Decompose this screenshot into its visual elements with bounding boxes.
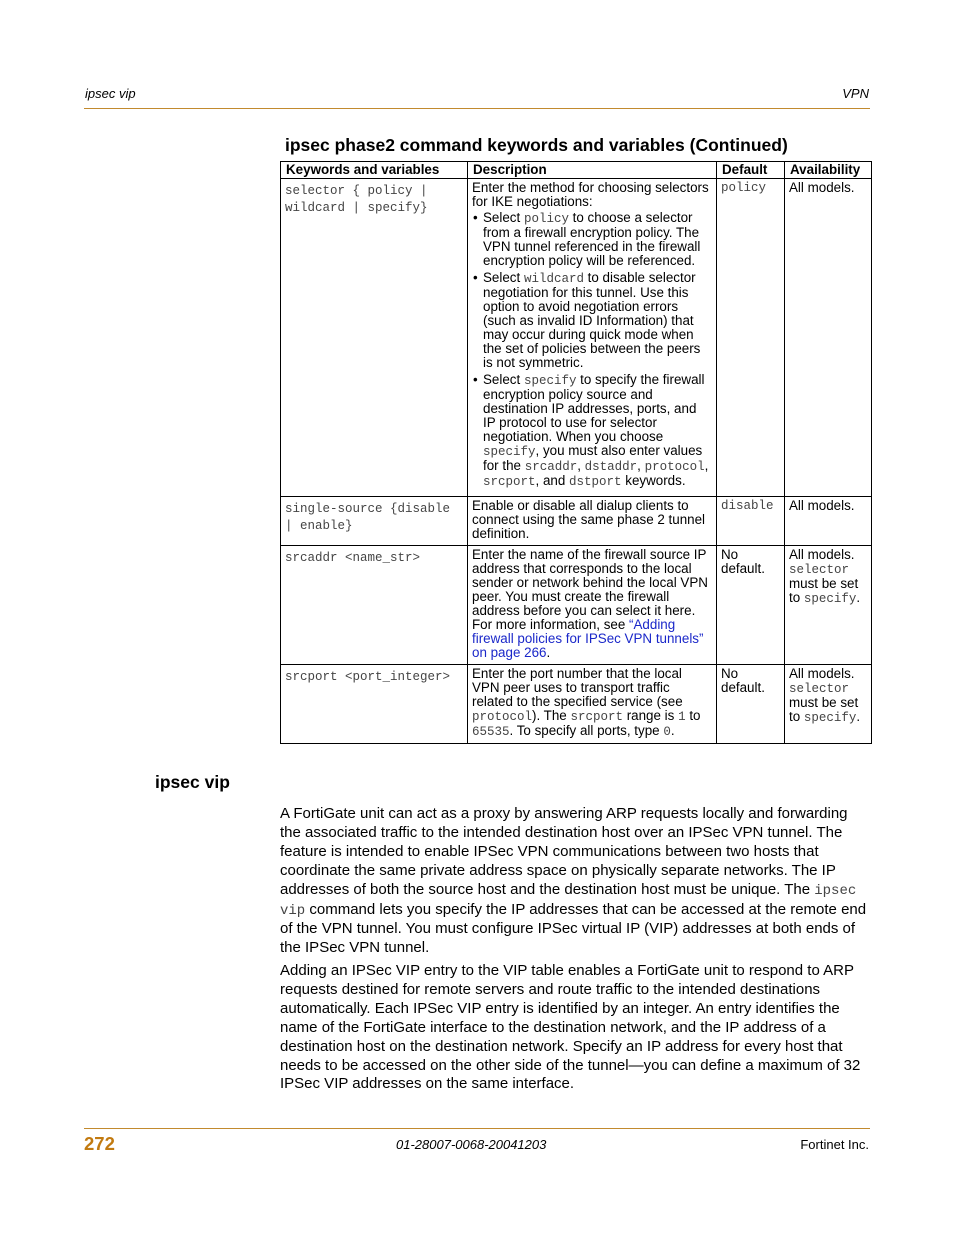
availability-cell	[785, 665, 872, 744]
description-cell	[468, 546, 717, 665]
text: keywords.	[621, 473, 686, 488]
inline-code: srcport	[483, 475, 536, 489]
availability-cell: All models.	[785, 179, 872, 497]
section-title: ipsec vip	[155, 772, 230, 792]
body-paragraph	[280, 962, 872, 1094]
text: command lets you specify the IP addresses that can be accessed at the remote end of the VPN tunnel. You must configure IPSec virtual IP (VIP) addresses at both ends of the IPSec VPN tunnel.	[280, 900, 867, 957]
inline-code: policy	[523, 212, 569, 226]
keyword-cell: selector { policy | wildcard | specify}	[281, 179, 468, 497]
document-number: 01-28007-0068-20041203	[396, 1137, 547, 1152]
inline-code: wildcard	[523, 272, 584, 286]
description-intro: Enter the method for choosing selectors for IKE negotiations:	[472, 180, 709, 209]
running-header-section: ipsec vip	[85, 86, 136, 101]
text: , you must also enter values for the	[483, 443, 703, 473]
list-item	[472, 373, 712, 489]
text: All models.	[789, 547, 855, 562]
keywords-table	[280, 161, 872, 744]
column-header: Keywords and variables	[281, 162, 468, 179]
body-paragraph	[280, 805, 872, 958]
table-row	[281, 546, 872, 665]
text: Select	[483, 270, 524, 285]
text: Enter the name of the firewall source IP address that corresponds to the local sender or network behind the local VPN peer. You must create the firewall address before you can select it here. For more information, see	[472, 547, 708, 632]
table-header-row	[281, 162, 872, 179]
inline-code: protocol	[644, 460, 705, 474]
list-item	[472, 271, 712, 370]
default-cell: No default.	[717, 665, 785, 744]
text: must be set to	[789, 695, 859, 724]
text: A FortiGate unit can act as a proxy by answering ARP requests locally and forwarding the associated traffic to the intended destination host over an IPSec VPN tunnel. The feature is intended to enable IPSec VPN communications between two hosts that coordinate the same private address space on physically separate networks. The IP addresses of both the source host and the destination host must be unique. The	[280, 805, 848, 898]
text: All models.	[789, 666, 855, 681]
inline-code: ipsec vip	[280, 882, 857, 919]
text: to	[685, 708, 701, 723]
table-title: ipsec phase2 command keywords and variables (Continued)	[285, 135, 788, 155]
list-item	[472, 211, 712, 268]
text: to choose a selector from a firewall encryption policy. The VPN tunnel referenced in the firewall encryption policy will be referenced.	[483, 210, 701, 268]
availability-cell	[785, 546, 872, 665]
keyword-cell: srcport <port_integer>	[281, 665, 468, 744]
inline-code: selector	[789, 682, 850, 696]
text: ,	[637, 458, 645, 473]
description-cell	[468, 179, 717, 497]
text: to disable selector negotiation for this tunnel. Use this option to avoid negotiation errors (such as invalid ID Information) that may occur during quick mode when the set of policies between the peers is not symmetric.	[483, 270, 701, 370]
inline-code: specify	[483, 445, 536, 459]
table-row	[281, 665, 872, 744]
text: ). The	[532, 708, 571, 723]
text: must be set to	[789, 576, 859, 605]
column-header: Description	[468, 162, 717, 179]
default-cell: No default.	[717, 546, 785, 665]
cross-reference-link[interactable]: “Adding firewall policies for IPSec VPN tunnels” on page 266	[472, 617, 704, 660]
column-header: Default	[717, 162, 785, 179]
inline-code: dstaddr	[584, 460, 638, 474]
inline-code: dstport	[569, 475, 622, 489]
inline-code: 0	[663, 725, 671, 739]
availability-cell: All models.	[785, 497, 872, 546]
inline-code: srcport	[570, 710, 623, 724]
running-header-chapter: VPN	[842, 86, 869, 101]
inline-code: selector	[789, 563, 850, 577]
keyword-cell: srcaddr <name_str>	[281, 546, 468, 665]
description-cell	[468, 665, 717, 744]
inline-code: specify	[523, 374, 577, 388]
inline-code: specify	[803, 711, 857, 725]
description-cell: Enable or disable all dialup clients to connect using the same phase 2 tunnel definition.	[468, 497, 717, 546]
text: to specify the firewall encryption policy source and destination IP addresses, ports, and IP protocol to use for selector negotiation. When you choose	[483, 372, 705, 444]
option-list	[472, 211, 712, 489]
table-row	[281, 497, 872, 546]
text: Adding an IPSec VIP entry to the VIP table enables a FortiGate unit to respond to ARP requests destined for remote servers and route traffic to the intended destinations automatically. Each IPSec VIP entry is identified by an integer. An entry identifies the name of the FortiGate interface to the destination network, and the IP address of a destination host on the destination network. Specify an IP address for every host that needs to be accessed on the other side of the tunnel—you can define a maximum of 32 IPSec VIP addresses on the same interface.	[280, 962, 861, 1093]
table-row	[281, 179, 872, 497]
footer-rule	[84, 1128, 870, 1129]
text: .	[670, 723, 675, 738]
default-cell: disable	[717, 497, 785, 546]
page-number: 272	[84, 1133, 115, 1154]
text: .	[546, 645, 551, 660]
inline-code: srcaddr	[524, 460, 578, 474]
text: Select	[483, 210, 524, 225]
text: , and	[535, 473, 570, 488]
text: ,	[704, 458, 709, 473]
text: .	[856, 590, 861, 605]
header-rule	[84, 108, 870, 109]
keyword-cell: single-source {disable | enable}	[281, 497, 468, 546]
default-cell: policy	[717, 179, 785, 497]
text: Select	[483, 372, 524, 387]
text: Enter the port number that the local VPN peer uses to transport traffic related to the specified service (see	[472, 666, 683, 709]
inline-code: 1	[678, 710, 686, 724]
inline-code: protocol	[472, 710, 533, 724]
text: .	[856, 709, 861, 724]
text: . To specify all ports, type	[509, 723, 664, 738]
inline-code: 65535	[472, 725, 510, 739]
column-header: Availability	[785, 162, 872, 179]
company-name: Fortinet Inc.	[800, 1137, 869, 1152]
text: range is	[622, 708, 679, 723]
text: ,	[577, 458, 585, 473]
inline-code: specify	[803, 592, 857, 606]
